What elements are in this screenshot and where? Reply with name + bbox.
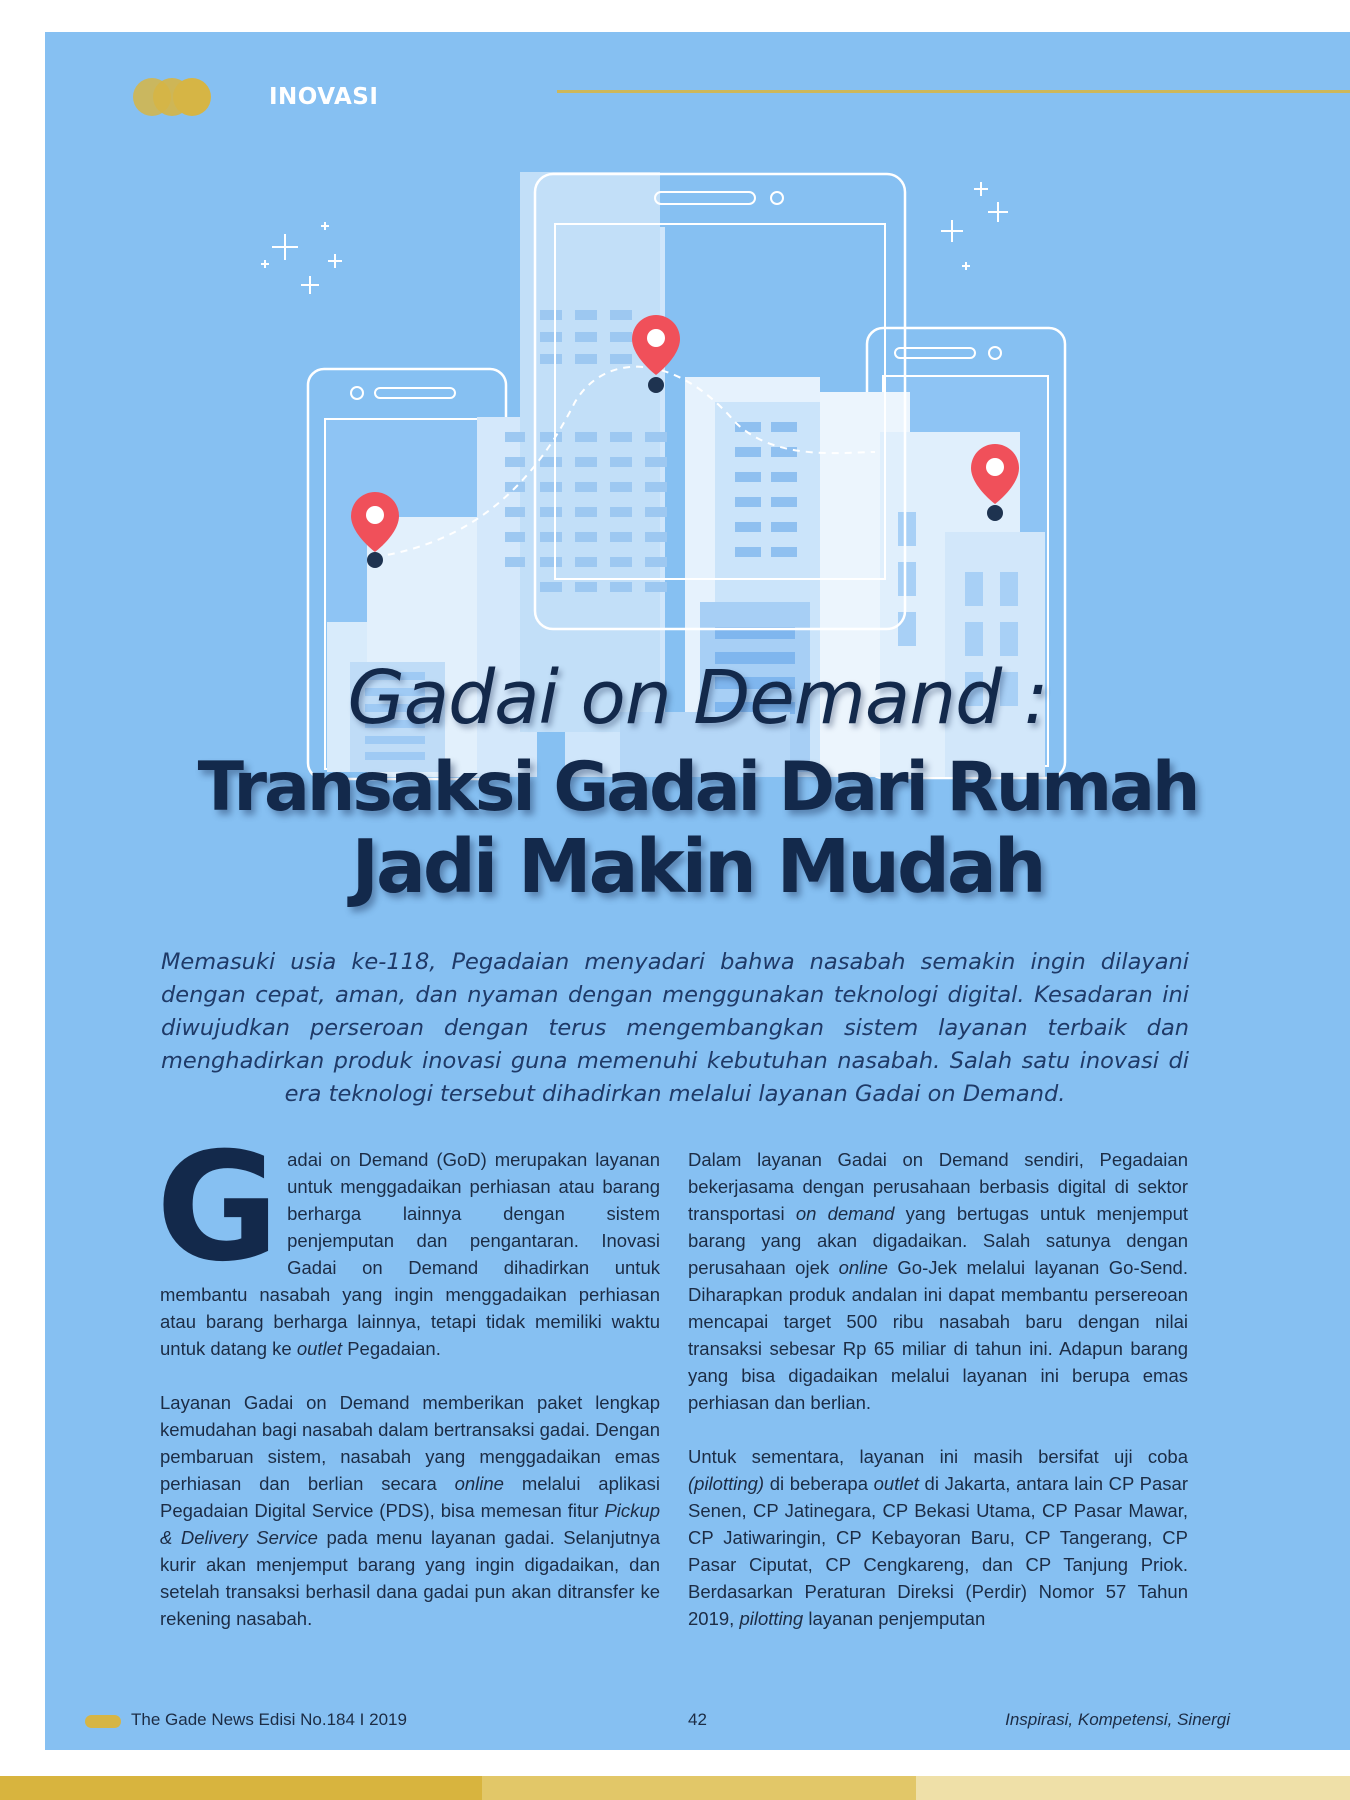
magazine-page	[45, 32, 1350, 1750]
bottom-bar	[916, 1776, 1350, 1800]
title-italic: Gadai on Demand :	[347, 655, 1048, 741]
section-label: INOVASI	[269, 84, 379, 110]
page-number: 42	[688, 1710, 707, 1729]
title-headline: Transaksi Gadai Dari Rumah	[197, 748, 1198, 827]
title-headline: Jadi Makin Mudah	[351, 824, 1044, 910]
header-rule	[557, 90, 1350, 93]
body-paragraph: Untuk sementara, layanan ini masih bersifat uji coba (pilotting) di beberapa outlet di Jakarta, antara lain CP Pasar Senen, CP Jatinegara, CP Bekasi Utama, CP Pasar Mawar, CP Jatiwaringin, CP Kebayoran Baru, CP Tangerang, CP Pasar Ciputat, CP Cengkareng, dan CP Tanjung Priok. Berdasarkan Peraturan Direksi (Perdir) Nomor 57 Tahun 2019, pilotting layanan penjemputan	[688, 1446, 1188, 1629]
body-paragraph: adai on Demand (GoD) merupakan layanan untuk menggadaikan perhiasan atau barang berharga lainnya dengan sistem penjemputan dan pengantaran. Inovasi Gadai on Demand dihadirkan untuk membantu nasabah yang ingin menggadaikan perhiasan atau barang berharga lainnya, tetapi tidak memiliki waktu untuk datang ke outlet Pegadaian.	[160, 1149, 660, 1359]
drop-cap: G	[156, 1121, 280, 1295]
body-paragraph: Dalam layanan Gadai on Demand sendiri, Pegadaian bekerjasama dengan perusahaan berbasis digital di sektor transportasi on demand yang bertugas untuk menjemput barang yang akan digadaikan. Salah satunya dengan perusahaan ojek online Go-Jek melalui layanan Go-Send. Diharapkan produk andalan ini dapat membantu persereoan mencapai target 500 ribu nasabah baru dengan nilai transaksi sebesar Rp 65 miliar di tahun ini. Adapun barang yang bisa digadaikan melalui layanan ini berupa emas perhiasan dan berlian.	[688, 1149, 1188, 1413]
footer-publication: The Gade News Edisi No.184 I 2019	[131, 1710, 407, 1729]
bottom-bar	[482, 1776, 916, 1800]
article-column-right	[688, 1146, 1188, 1659]
footer-tagline: Inspirasi, Kompetensi, Sinergi	[1005, 1710, 1230, 1729]
body-paragraph: Layanan Gadai on Demand memberikan paket lengkap kemudahan bagi nasabah dalam bertransaksi gadai. Dengan pembaruan sistem, nasabah yang menggadaikan emas perhiasan dan berlian secara online melalui aplikasi Pegadaian Digital Service (PDS), bisa memesan fitur Pickup & Delivery Service pada menu layanan gadai. Selanjutnya kurir akan menjemput barang yang ingin digadaikan, dan setelah transaksi berhasil dana gadai pun akan ditransfer ke rekening nasabah.	[160, 1392, 660, 1629]
header-dot	[173, 78, 211, 116]
article-column-left	[156, 1121, 660, 1659]
bottom-bar	[0, 1776, 482, 1800]
lede-paragraph: Memasuki usia ke-118, Pegadaian menyadari bahwa nasabah semakin ingin dilayani dengan cepat, aman, dan nyaman dengan menggunakan teknologi digital. Kesadaran ini diwujudkan perseroan dengan terus mengembangkan sistem layanan terbaik dan menghadirkan produk inovasi guna memenuhi kebutuhan nasabah. Salah satu inovasi di era teknologi tersebut dihadirkan melalui layanan Gadai on Demand.	[161, 949, 1189, 1107]
